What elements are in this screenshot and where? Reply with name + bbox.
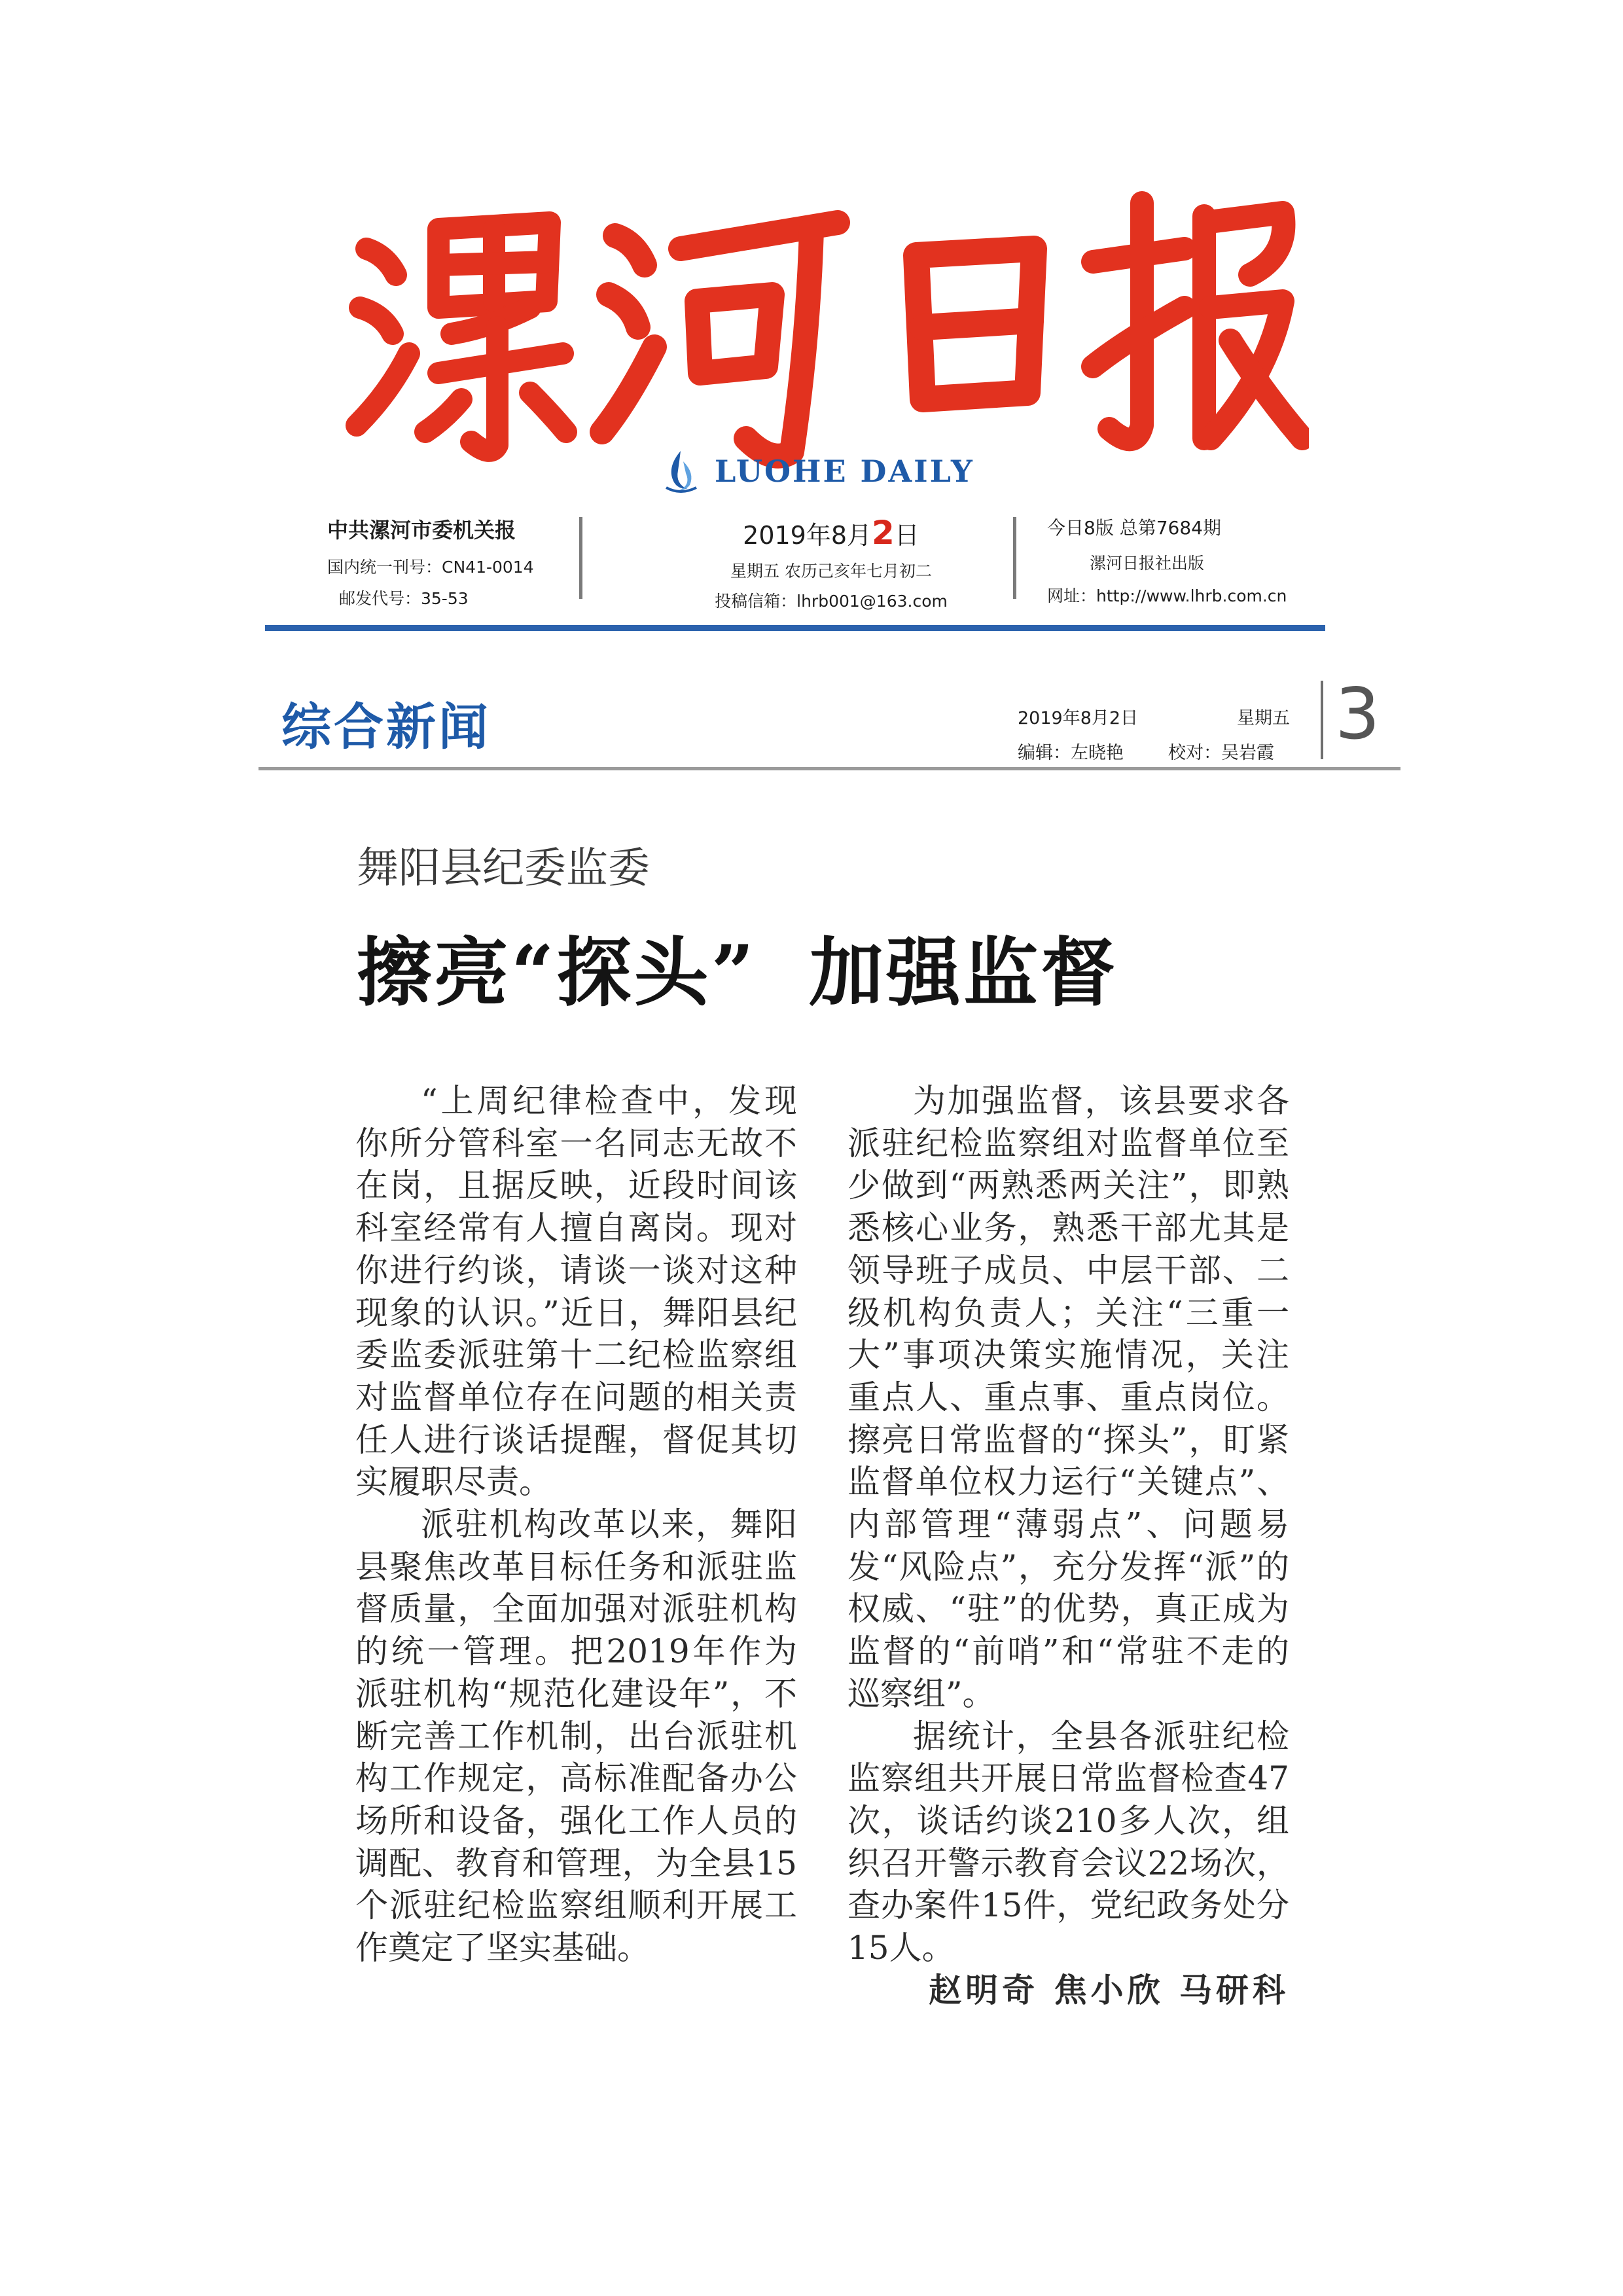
- lunar-date: 星期五 农历己亥年七月初二: [730, 562, 932, 581]
- page-date: 2019年8月2日: [1018, 708, 1139, 728]
- issue-date: [664, 514, 998, 552]
- article-column-left: [355, 1080, 797, 1969]
- english-brand: [661, 445, 974, 497]
- page-number: 3: [1335, 673, 1380, 755]
- flame-logo-icon: [661, 448, 700, 494]
- masthead-divider-right: [1013, 517, 1016, 599]
- masthead-divider-left: [579, 517, 582, 599]
- proofreader-label: 校对：吴岩霞: [1168, 743, 1274, 763]
- page-weekday: 星期五: [1237, 708, 1290, 728]
- article-headline: [357, 913, 1118, 1020]
- issue-date-prefix: 2019年8月: [743, 521, 872, 550]
- masthead-center-info: [664, 514, 998, 619]
- paragraph: 据统计，全县各派驻纪检监察组共开展日常监督检查47次，谈话约谈210多人次，组织召开警示教育会议22场次，查办案件15件，党纪政务处分15人。: [847, 1717, 1289, 1967]
- article-byline: 赵明奇 焦小欣 马研科: [929, 1970, 1289, 2009]
- paragraph: “上周纪律检查中，发现你所分管科室一名同志无故不在岗，且据反映，近段时间该科室经常有人擅自离岗。现对你进行约谈，请谈一谈对这种现象的认识。”近日，舞阳县纪委监委派驻第十二纪检监察组对监督单位存在问题的相关责任人进行谈话提醒，督促其切实履职尽责。: [355, 1082, 797, 1501]
- website-label: 网址：http://www.lhrb.com.cn: [1047, 586, 1287, 605]
- issue-date-day: 2: [872, 514, 895, 552]
- publisher-label: 漯河日报社出版: [1090, 554, 1205, 573]
- organ-label: 中共漯河市委机关报: [327, 518, 516, 543]
- article-column-right: [847, 1080, 1289, 2011]
- paragraph: 为加强监督，该县要求各派驻纪检监察组对监督单位至少做到“两熟悉两关注”，即熟悉核心业务，熟悉干部尤其是领导班子成员、中层干部、二级机构负责人；关注“三重一大”事项决策实施情况，关注重点人、重点事、重点岗位。擦亮日常监督的“探头”，盯紧监督单位权力运行“关键点”、内部管理“薄弱点”、问题易发“风险点”，充分发挥“派”的权威、“驻”的优势，真正成为监督的“前哨”和“常驻不走的巡察组”。: [847, 1082, 1289, 1713]
- section-title: 综合新闻: [281, 698, 491, 756]
- masthead-right-info: [1047, 514, 1322, 607]
- page-meta: [1018, 704, 1290, 773]
- article-kicker: 舞阳县纪委监委: [357, 844, 650, 893]
- editor-label: 编辑：左晓艳: [1018, 743, 1124, 763]
- issue-date-suffix: 日: [894, 521, 919, 550]
- headline-part-1: 擦亮“探头”: [357, 929, 757, 1016]
- masthead-left-info: [327, 514, 563, 617]
- page-number-divider: [1321, 681, 1323, 759]
- page-header-rule: [259, 767, 1400, 770]
- masthead-rule: [265, 625, 1325, 631]
- submission-email: 投稿信箱：lhrb001@163.com: [715, 592, 948, 611]
- masthead-calligraphy-logo: [340, 177, 1309, 478]
- paragraph: 派驻机构改革以来，舞阳县聚焦改革目标任务和派驻监督质量，全面加强对派驻机构的统一管理。把2019年作为派驻机构“规范化建设年”，不断完善工作机制，出台派驻机构工作规定，高标准配备办公场所和设备，强化工作人员的调配、教育和管理，为全县15个派驻纪检监察组顺利开展工作奠定了坚实基础。: [355, 1505, 797, 1967]
- page-count-label: 今日8版 总第7684期: [1047, 517, 1221, 539]
- postal-code-label: 邮发代号：35-53: [339, 589, 469, 608]
- english-title: LUOHE DAILY: [715, 454, 974, 489]
- headline-part-2: 加强监督: [809, 929, 1118, 1016]
- issn-label: 国内统一刊号：CN41-0014: [327, 558, 534, 577]
